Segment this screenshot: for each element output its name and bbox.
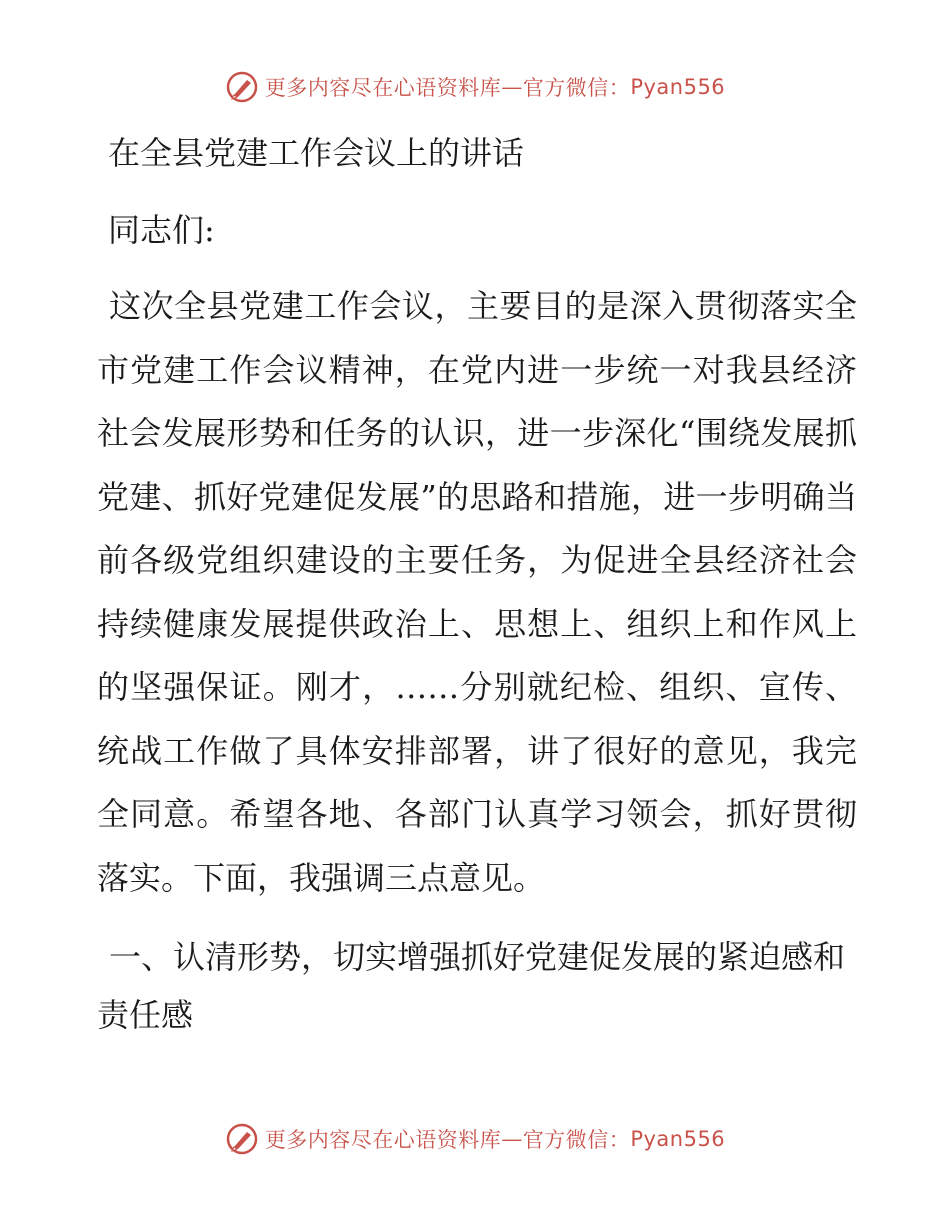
pen-circle-logo-icon (225, 70, 259, 104)
pen-circle-logo-icon (225, 1122, 259, 1156)
section-heading: 一、认清形势，切实增强抓好党建促发展的紧迫感和责任感 (97, 938, 846, 1034)
watermark-separator: — (501, 1127, 523, 1151)
page-title: 在全县党建工作会议上的讲话 (108, 134, 525, 172)
watermark-text: 更多内容尽在心语资料库 (264, 76, 502, 100)
watermark-separator: — (501, 75, 523, 99)
watermark-contact: 官方微信： (522, 1128, 631, 1152)
watermark-header (0, 70, 950, 104)
watermark-id: Pyan556 (630, 1127, 726, 1151)
watermark-footer (0, 1122, 950, 1156)
watermark-contact: 官方微信： (522, 76, 631, 100)
salutation: 同志们: (108, 211, 215, 249)
watermark-id: Pyan556 (630, 75, 726, 99)
body-paragraph: 这次全县党建工作会议，主要目的是深入贯彻落实全市党建工作会议精神，在党内进一步统一对我县经济社会发展形势和任务的认识，进一步深化“围绕发展抓党建、抓好党建促发展”的思路和措施，进一步明确当前各级党组织建设的主要任务，为促进全县经济社会持续健康发展提供政治上、思想上、组织上和作风上的坚强保证。刚才，……分别就纪检、组织、宣传、统战工作做了具体安排部署，讲了很好的意见，我完全同意。希望各地、各部门认真学习领会，抓好贯彻落实。下面，我强调三点意见。 (97, 287, 857, 897)
watermark-text: 更多内容尽在心语资料库 (264, 1128, 502, 1152)
